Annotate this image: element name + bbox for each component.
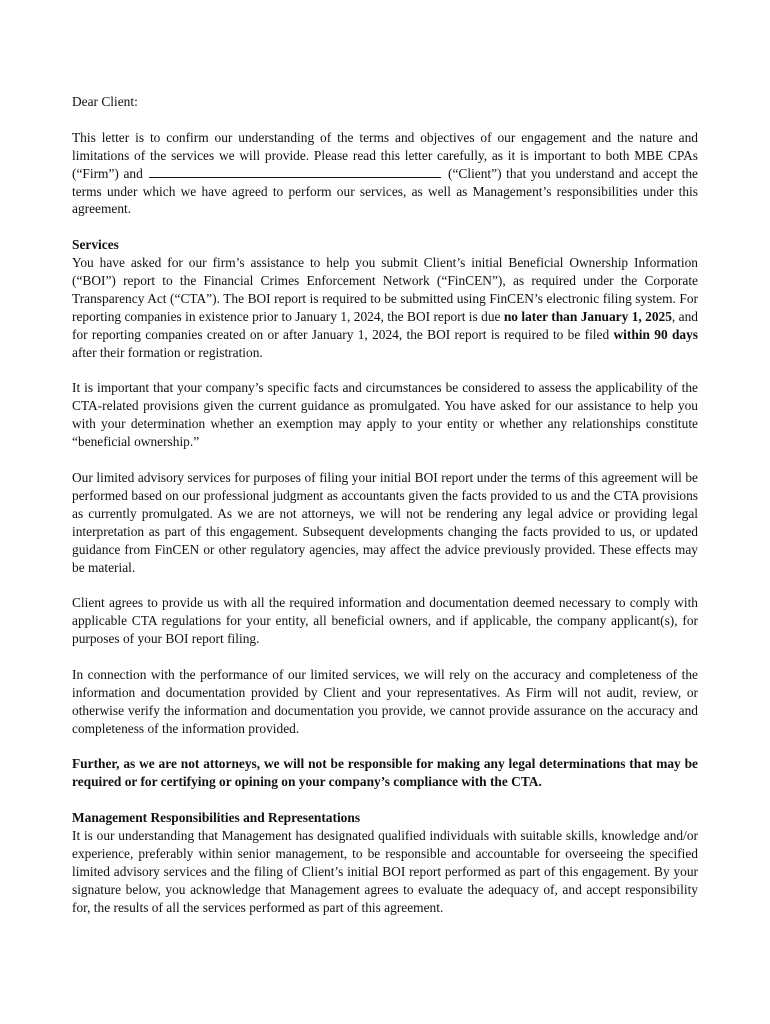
intro-paragraph	[72, 129, 698, 219]
services-p1-text-a: You have asked for our firm’s assistance to help you submit Client’s initial Beneficial Ownership Information (“BOI”) report to the Financial Crimes Enforcement Network (“FinCEN”), as required under the Corporate Transparency Act (“CTA”). The BOI report is required to be submitted using FinCEN’s electronic filing system. For reporting companies in existence prior to January 1, 2024, the BOI report is due	[72, 255, 698, 324]
services-paragraph-5: In connection with the performance of our limited services, we will rely on the accuracy and completeness of the information and documentation provided by Client and your representatives. As Firm will not audit, review, or otherwise verify the information and documentation you provide, we cannot provide assurance on the accuracy and completeness of the information provided.	[72, 666, 698, 736]
management-paragraph	[72, 809, 698, 916]
letter-page	[72, 93, 698, 934]
client-name-blank-line[interactable]	[149, 166, 441, 178]
services-paragraph-1	[72, 236, 698, 361]
attorney-disclaimer: Further, as we are not attorneys, we will not be responsible for making any legal determinations that may be required or for certifying or opining on your company’s compliance with the CTA.	[72, 756, 698, 790]
services-paragraph-3: Our limited advisory services for purposes of filing your initial BOI report under the terms of this agreement will be performed based on our professional judgment as accountants given the facts provided to us and the CTA provisions as currently promulgated. As we are not attorneys, we will not be rendering any legal advice or providing legal interpretation as part of this engagement. Subsequent developments changing the facts provided to us, or updated guidance from FinCEN or other regulatory agencies, may affect the advice previously provided. These effects may be material.	[72, 469, 698, 575]
services-p1-text-c: after their formation or registration.	[72, 344, 263, 360]
services-p1-text-b: , and for reporting companies created on or after January 1, 2024, the BOI report is required to be filed	[72, 308, 698, 342]
management-p1-text: It is our understanding that Management has designated qualified individuals with suitable skills, knowledge and/or experience, preferably within senior management, to be responsible and accountable for overseeing the specified limited advisory services and the filing of Client’s initial BOI report performed as part of this engagement. By your signature below, you acknowledge that Management agrees to evaluate the adequacy of, and accept responsibility for, the results of all the services performed as part of this agreement.	[72, 828, 698, 915]
intro-text-part1: This letter is to confirm our understanding of the terms and objectives of our engagement and the nature and limitations of the services we will provide. Please read this letter carefully, as it is important to both MBE CPAs (“Firm”) and	[72, 129, 698, 181]
services-paragraph-2: It is important that your company’s specific facts and circumstances be considered to assess the applicability of the CTA-related provisions given the current guidance as promulgated. You have asked for our assistance to help you with your determination whether an exemption may apply to your entity or whether any relationships constitute “beneficial ownership.”	[72, 380, 698, 450]
services-paragraph-4: Client agrees to provide us with all the required information and documentation deemed necessary to comply with applicable CTA regulations for your entity, all beneficial owners, and if applicable, the company applicant(s), for purposes of your BOI report filing.	[72, 595, 698, 647]
deadline-emphasis: no later than January 1, 2025	[503, 308, 672, 324]
services-heading: Services	[72, 237, 119, 253]
management-heading: Management Responsibilities and Representations	[72, 810, 361, 826]
intro-text-part2: (“Client”) that you understand and accept the terms under which we have agreed to perform our services, as well as Management’s responsibilities under this agreement.	[72, 165, 698, 217]
salutation: Dear Client:	[72, 94, 138, 109]
filing-window-emphasis: within 90 days	[613, 326, 698, 342]
